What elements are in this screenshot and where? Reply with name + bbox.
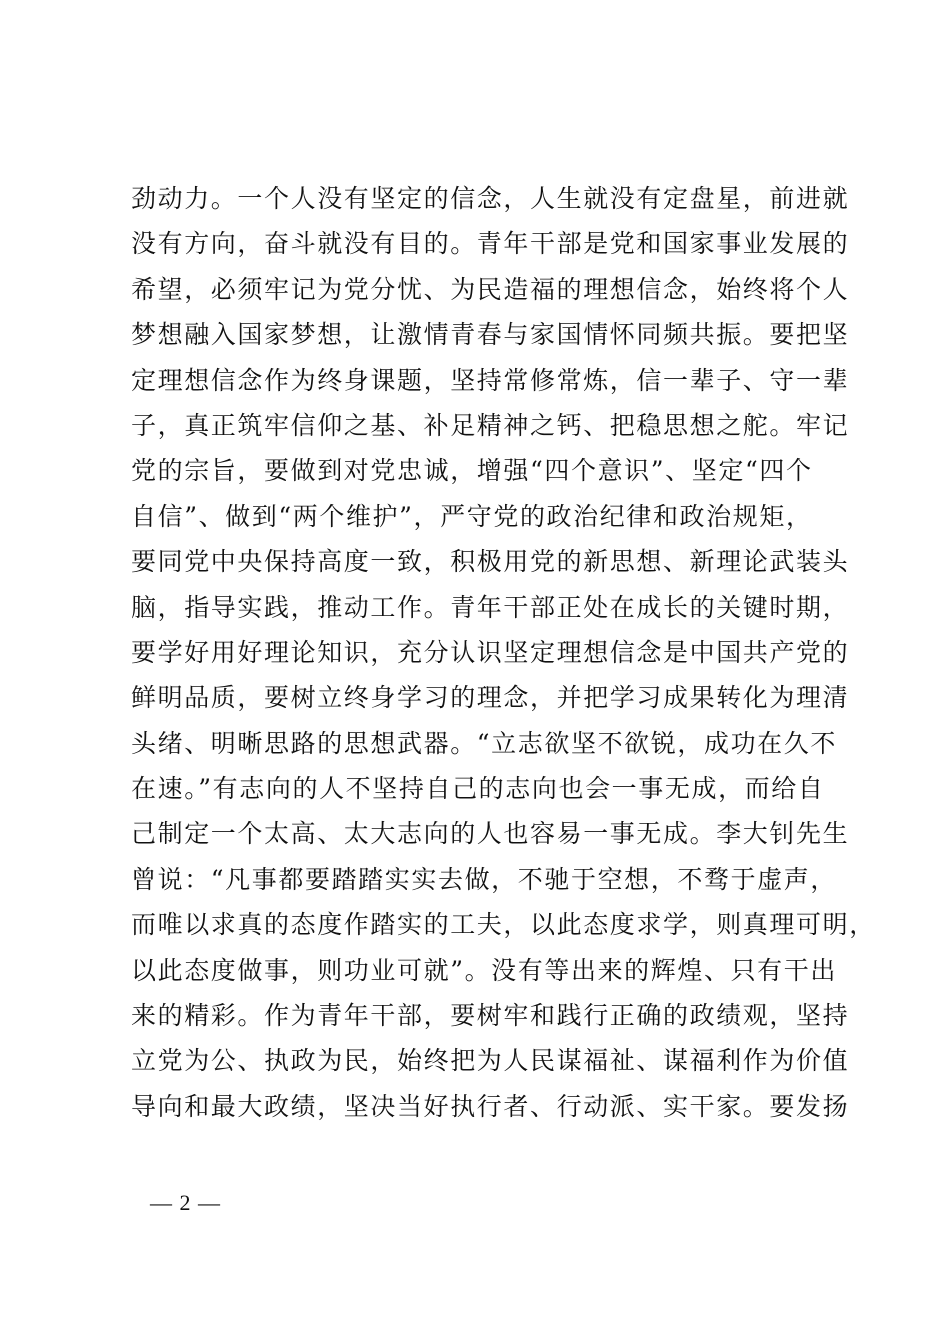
text-line: 曾说：“凡事都要踏踏实实去做，不驰于空想，不骛于虚声， xyxy=(131,864,837,894)
page-number: — 2 — xyxy=(150,1190,221,1215)
text-line: 己制定一个太高、太大志向的人也容易一事无成。李大钊先生 xyxy=(131,819,850,849)
text-line: 立党为公、执政为民，始终把为人民谋福祉、谋福利作为价值 xyxy=(131,1046,850,1076)
text-line: 自信”、做到“两个维护”，严守党的政治纪律和政治规矩， xyxy=(131,501,813,531)
text-line: 要同党中央保持高度一致，积极用党的新思想、新理论武装头 xyxy=(131,547,850,577)
text-line: 而唯以求真的态度作踏实的工夫，以此态度求学，则真理可明， xyxy=(131,910,876,940)
text-line: 希望，必须牢记为党分忧、为民造福的理想信念，始终将个人 xyxy=(131,274,850,304)
text-line: 在速。”有志向的人不坚持自己的志向也会一事无成，而给自 xyxy=(131,774,825,804)
text-line: 没有方向，奋斗就没有目的。青年干部是党和国家事业发展的 xyxy=(131,229,850,259)
text-line: 来的精彩。作为青年干部，要树牢和践行正确的政绩观，坚持 xyxy=(131,1001,850,1031)
text-line: 梦想融入国家梦想，让激情青春与家国情怀同频共振。要把坚 xyxy=(131,320,850,350)
text-line: 鲜明品质，要树立终身学习的理念，并把学习成果转化为理清 xyxy=(131,683,850,713)
text-line: 劲动力。一个人没有坚定的信念，人生就没有定盘星，前进就 xyxy=(131,184,850,213)
text-line: 党的宗旨，要做到对党忠诚，增强“四个意识”、坚定“四个 xyxy=(131,456,813,486)
text-line: 导向和最大政绩，坚决当好执行者、行动派、实干家。要发扬 xyxy=(131,1091,850,1121)
text-line: 定理想信念作为终身课题，坚持常修常炼，信一辈子、守一辈 xyxy=(131,365,850,395)
text-line: 以此态度做事，则功业可就”。没有等出来的辉煌、只有干出 xyxy=(131,955,837,985)
text-line: 要学好用好理论知识，充分认识坚定理想信念是中国共产党的 xyxy=(131,637,850,667)
text-line: 头绪、明晰思路的思想武器。“立志欲坚不欲锐，成功在久不 xyxy=(131,728,837,758)
text-line: 脑，指导实践，推动工作。青年干部正处在成长的关键时期， xyxy=(131,592,850,622)
text-line: 子，真正筑牢信仰之基、补足精神之钙、把稳思想之舵。牢记 xyxy=(131,410,850,440)
body-text xyxy=(131,176,876,1129)
